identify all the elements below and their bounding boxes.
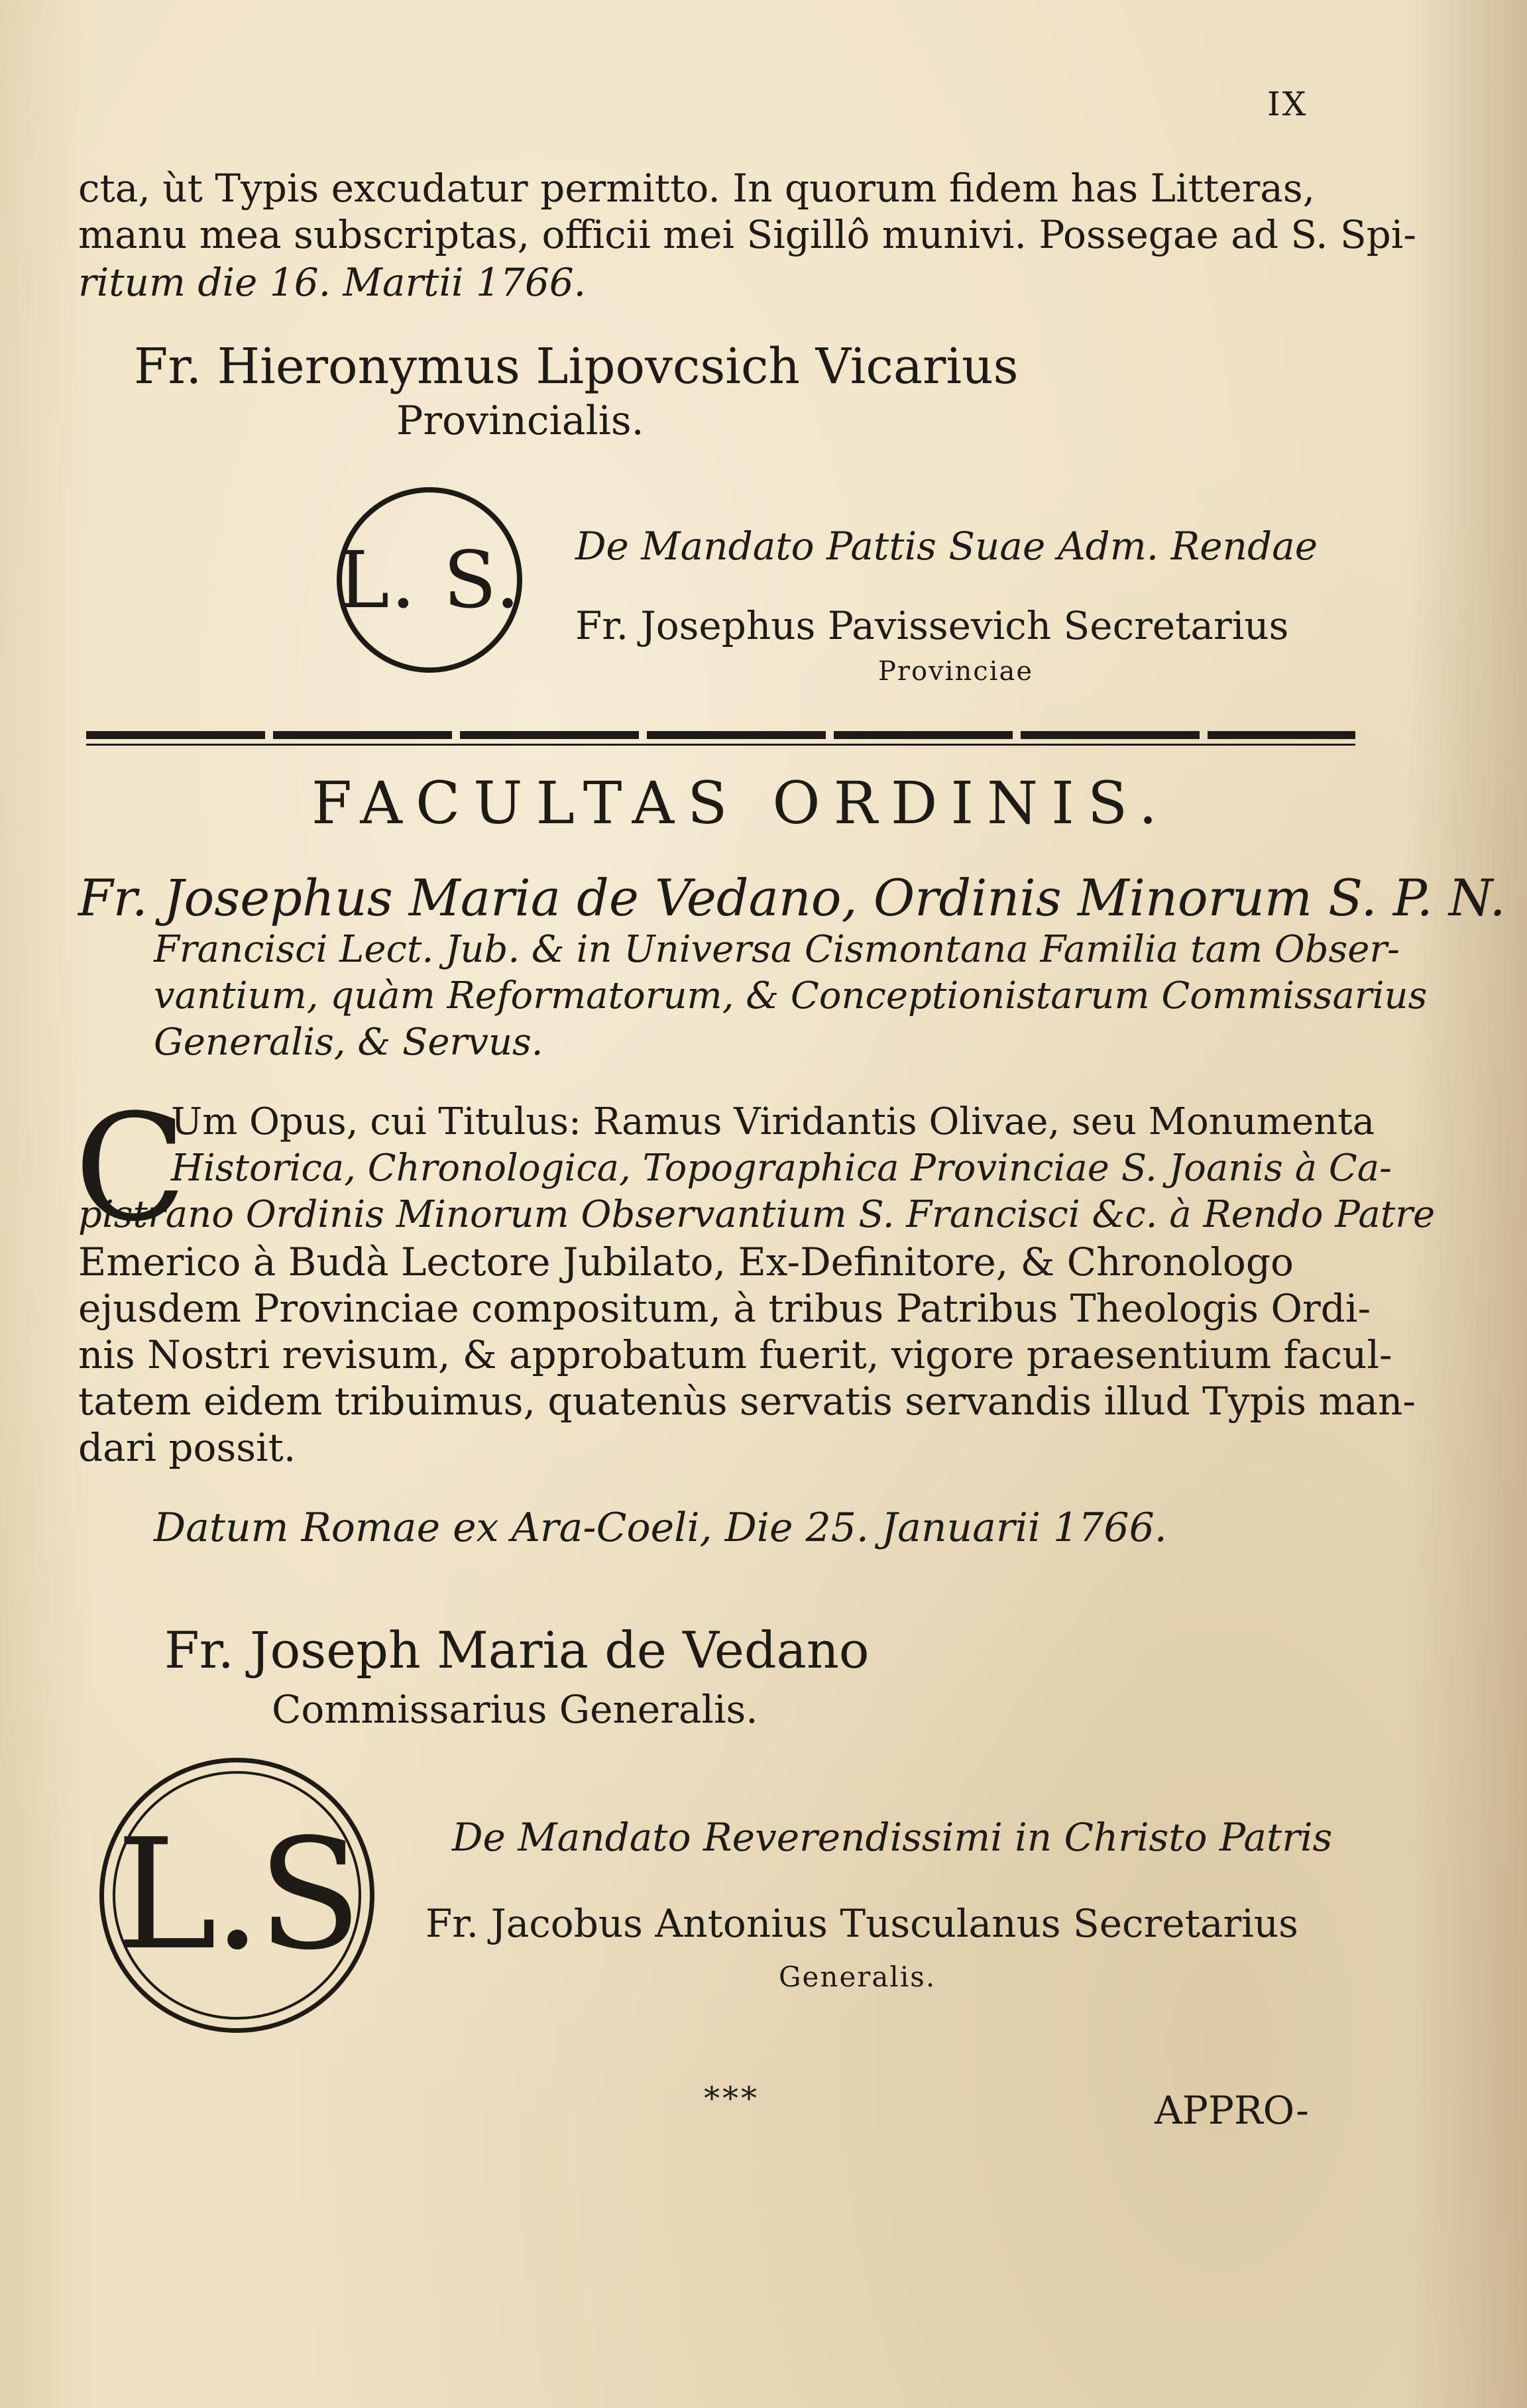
drop-capital: C (74, 1083, 187, 1254)
mandate-line: Fr. Josephus Pavissevich Secretarius (575, 603, 1289, 648)
mandate-line: Fr. Jacobus Antonius Tusculanus Secretarius (425, 1901, 1298, 1946)
mandate-line: De Mandato Pattis Suae Adm. Rendae (575, 524, 1318, 569)
body-line: Historica, Chronologica, Topographica Provinciae S. Joanis à Ca- (171, 1147, 1392, 1190)
body-line: ejusdem Provinciae compositum, à tribus Patribus Theologis Ordi- (78, 1286, 1371, 1331)
text-line: cta, ùt Typis excudatur permitto. In quorum fidem has Litteras, (78, 166, 1316, 211)
signature-name: Fr. Hieronymus Lipovcsich Vicarius (134, 338, 1019, 395)
section-heading: FACULTAS ORDINIS. (311, 769, 1171, 837)
text-line: ritum die 16. Martii 1766. (78, 260, 587, 305)
body-line: Emerico à Budà Lectore Jubilato, Ex-Definitore, & Chronologo (78, 1239, 1294, 1285)
date-line: Datum Romae ex Ara-Coeli, Die 25. Januarii 1766. (154, 1505, 1167, 1551)
body-line: pistrano Ordinis Minorum Observantium S. Francisci &c. à Rendo Patre (78, 1193, 1436, 1236)
body-line: nis Nostri revisum, & approbatum fuerit, vigore praesentium facul- (78, 1332, 1392, 1377)
catchword: APPRO- (1155, 2088, 1309, 2133)
mandate-line: Generalis. (779, 1961, 936, 1993)
body-line: Um Opus, cui Titulus: Ramus Viridantis Olivae, seu Monumenta (171, 1100, 1375, 1143)
divider-rule (86, 744, 1355, 746)
intro-line: Fr. Josephus Maria de Vedano, Ordinis Minorum S. P. N. (78, 868, 1506, 927)
signature-title: Provincialis. (396, 398, 644, 444)
intro-line: Generalis, & Servus. (154, 1021, 543, 1064)
text-line: manu mea subscriptas, officii mei Sigillô munivi. Possegae ad S. Spi- (78, 212, 1416, 257)
body-line: tatem eidem tribuimus, quatenùs servatis servandis illud Typis man- (78, 1379, 1416, 1424)
mandate-line: De Mandato Reverendissimi in Christo Patris (452, 1815, 1333, 1860)
intro-line: Francisci Lect. Jub. & in Universa Cismontana Familia tam Obser- (154, 928, 1400, 971)
signature-title: Commissarius Generalis. (272, 1687, 758, 1732)
signature-name: Fr. Joseph Maria de Vedano (164, 1621, 870, 1680)
page-number: IX (1267, 85, 1308, 123)
seal-stamp: L.S (99, 1758, 374, 2033)
intro-line: vantium, quàm Reformatorum, & Conceptionistarum Commissarius (154, 974, 1428, 1017)
seal-stamp: L. S. (337, 487, 522, 673)
mandate-line: Provinciae (878, 656, 1033, 687)
body-line: dari possit. (78, 1425, 296, 1470)
signature-mark: *** (704, 2080, 760, 2117)
divider-rule (86, 731, 1355, 739)
